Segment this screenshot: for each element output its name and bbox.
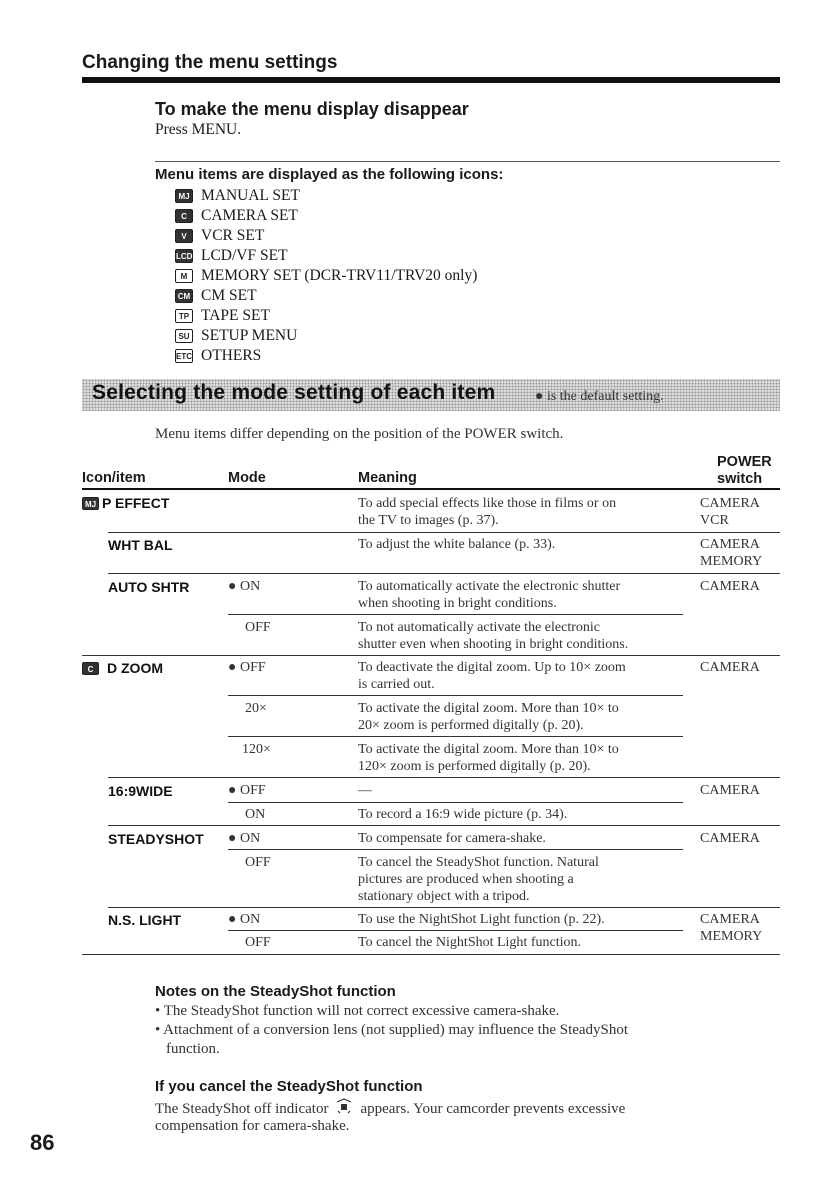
cancel-title: If you cancel the SteadyShot function: [155, 1078, 423, 1095]
meaning-auto-shtr-on-1: To automatically activate the electronic shutter: [358, 579, 621, 594]
power-wide: CAMERA: [700, 783, 760, 798]
icons-heading: Menu items are displayed as the following icons:: [155, 166, 504, 183]
power-ns-light-1: CAMERA: [700, 912, 760, 927]
meaning-steadyshot-off-1: To cancel the SteadyShot function. Natural: [358, 855, 599, 870]
header-power: POWER: [717, 454, 772, 470]
setup-menu-icon: SU: [175, 329, 193, 343]
camera-set-icon: C: [82, 662, 99, 675]
page-number: 86: [30, 1130, 55, 1155]
list-item-label: CAMERA SET: [201, 207, 298, 224]
mode-ns-light-on: ● ON: [228, 912, 261, 927]
menu-icon-list: [175, 186, 477, 366]
list-item-label: CM SET: [201, 287, 257, 304]
cancel-text-1b: appears. Your camcorder prevents excessive: [360, 1100, 626, 1117]
meaning-wide-off: —: [358, 783, 372, 798]
list-item: [175, 226, 477, 246]
row-item-ns-light: N.S. LIGHT: [108, 912, 182, 928]
meaning-auto-shtr-on-2: when shooting in bright conditions.: [358, 596, 557, 611]
row-divider: [108, 532, 780, 533]
power-auto-shtr: CAMERA: [700, 579, 760, 594]
row-divider: [108, 573, 780, 574]
sub-heading: To make the menu display disappear: [155, 99, 469, 119]
note-2: • Attachment of a conversion lens (not supplied) may influence the SteadyShot: [155, 1022, 629, 1038]
mode-wide-off: ● OFF: [228, 783, 266, 798]
intro-text: Menu items differ depending on the position of the POWER switch.: [155, 426, 564, 442]
row-divider: [82, 655, 780, 656]
meaning-ns-light-off: To cancel the NightShot Light function.: [358, 935, 581, 950]
meaning-d-zoom-120-2: 120× zoom is performed digitally (p. 20).: [358, 759, 591, 774]
meaning-wide-on: To record a 16:9 wide picture (p. 34).: [358, 807, 568, 822]
default-setting-note: ● is the default setting.: [535, 389, 664, 404]
list-item-label: OTHERS: [201, 347, 262, 364]
row-divider: [108, 777, 780, 778]
table-top-rule: [82, 488, 780, 490]
row-item-wht-bal: WHT BAL: [108, 537, 173, 553]
meaning-d-zoom-20-2: 20× zoom is performed digitally (p. 20).: [358, 718, 584, 733]
meaning-d-zoom-120-1: To activate the digital zoom. More than 10× to: [358, 742, 619, 757]
row-item-d-zoom: D ZOOM: [107, 660, 163, 676]
header-icon-item: Icon/item: [82, 470, 146, 486]
memory-set-icon: M: [175, 269, 193, 283]
meaning-d-zoom-off-1: To deactivate the digital zoom. Up to 10× zoom: [358, 660, 626, 675]
table-row: [82, 660, 163, 676]
press-menu-text: Press MENU.: [155, 121, 242, 138]
header-mode: Mode: [228, 470, 266, 486]
power-steadyshot: CAMERA: [700, 831, 760, 846]
row-divider: [228, 930, 683, 931]
mode-auto-shtr-off: OFF: [245, 620, 271, 635]
meaning-d-zoom-20-1: To activate the digital zoom. More than 10× to: [358, 701, 619, 716]
list-item: [175, 266, 477, 286]
power-p-effect-2: VCR: [700, 513, 729, 528]
mode-d-zoom-off: ● OFF: [228, 660, 266, 675]
manual-set-icon: MJ: [175, 189, 193, 203]
meaning-ns-light-on: To use the NightShot Light function (p. 22).: [358, 912, 605, 927]
cm-set-icon: CM: [175, 289, 193, 303]
row-divider: [228, 614, 683, 615]
cancel-text-line-2: compensation for camera-shake.: [155, 1118, 350, 1134]
header-meaning: Meaning: [358, 470, 417, 486]
mode-d-zoom-120: 120×: [242, 742, 271, 757]
note-2-cont: function.: [166, 1041, 220, 1057]
row-item-steadyshot: STEADYSHOT: [108, 831, 204, 847]
mode-steadyshot-off: OFF: [245, 855, 271, 870]
list-item: [175, 246, 477, 266]
power-d-zoom: CAMERA: [700, 660, 760, 675]
list-item: [175, 326, 477, 346]
table-row: [82, 495, 169, 511]
header-switch: switch: [717, 471, 763, 487]
meaning-steadyshot-on: To compensate for camera-shake.: [358, 831, 546, 846]
mode-steadyshot-on: ● ON: [228, 831, 261, 846]
mode-wide-on: ON: [245, 807, 266, 822]
section-title: Selecting the mode setting of each item: [92, 381, 496, 404]
manual-set-icon: MJ: [82, 497, 99, 510]
mode-d-zoom-20: 20×: [245, 701, 267, 716]
meaning-auto-shtr-off-1: To not automatically activate the electronic: [358, 620, 600, 635]
vcr-set-icon: V: [175, 229, 193, 243]
power-p-effect-1: CAMERA: [700, 496, 760, 511]
row-item-p-effect: P EFFECT: [102, 495, 170, 511]
row-divider: [228, 849, 683, 850]
list-item: [175, 186, 477, 206]
list-item-label: MEMORY SET (DCR-TRV11/TRV20 only): [201, 267, 478, 284]
list-item-label: VCR SET: [201, 227, 265, 244]
list-item-label: LCD/VF SET: [201, 247, 288, 264]
notes-title: Notes on the SteadyShot function: [155, 983, 396, 1000]
meaning-wht-bal: To adjust the white balance (p. 33).: [358, 537, 556, 552]
table-bottom-rule: [82, 954, 780, 955]
list-item-label: TAPE SET: [201, 307, 270, 324]
mode-auto-shtr-on: ● ON: [228, 579, 261, 594]
power-wht-bal-1: CAMERA: [700, 537, 760, 552]
row-divider: [228, 736, 683, 737]
row-divider: [228, 802, 683, 803]
row-divider: [108, 907, 780, 908]
tape-set-icon: TP: [175, 309, 193, 323]
power-ns-light-2: MEMORY: [700, 929, 763, 944]
power-wht-bal-2: MEMORY: [700, 554, 763, 569]
row-divider: [228, 695, 683, 696]
meaning-steadyshot-off-2: pictures are produced when shooting a: [358, 872, 574, 887]
icons-rule: [155, 161, 780, 162]
meaning-p-effect-1: To add special effects like those in films or on: [358, 496, 617, 511]
page-title: Changing the menu settings: [82, 52, 338, 73]
lcd-vf-set-icon: LCD: [175, 249, 193, 263]
title-rule: [82, 77, 780, 83]
meaning-p-effect-2: the TV to images (p. 37).: [358, 513, 499, 528]
cancel-text-1a: The SteadyShot off indicator: [155, 1100, 329, 1117]
mode-ns-light-off: OFF: [245, 935, 271, 950]
list-item: [175, 346, 477, 366]
list-item-label: MANUAL SET: [201, 187, 300, 204]
list-item: [175, 206, 477, 226]
list-item: [175, 306, 477, 326]
note-1: • The SteadyShot function will not correct excessive camera-shake.: [155, 1003, 560, 1019]
row-item-auto-shtr: AUTO SHTR: [108, 579, 190, 595]
meaning-d-zoom-off-2: is carried out.: [358, 677, 435, 692]
list-item: [175, 286, 477, 306]
meaning-auto-shtr-off-2: shutter even when shooting in bright conditions.: [358, 637, 629, 652]
others-icon: ETC: [175, 349, 193, 363]
row-item-16-9-wide: 16:9WIDE: [108, 783, 173, 799]
meaning-steadyshot-off-3: stationary object with a tripod.: [358, 889, 530, 904]
camera-set-icon: C: [175, 209, 193, 223]
row-divider: [108, 825, 780, 826]
list-item-label: SETUP MENU: [201, 327, 298, 344]
